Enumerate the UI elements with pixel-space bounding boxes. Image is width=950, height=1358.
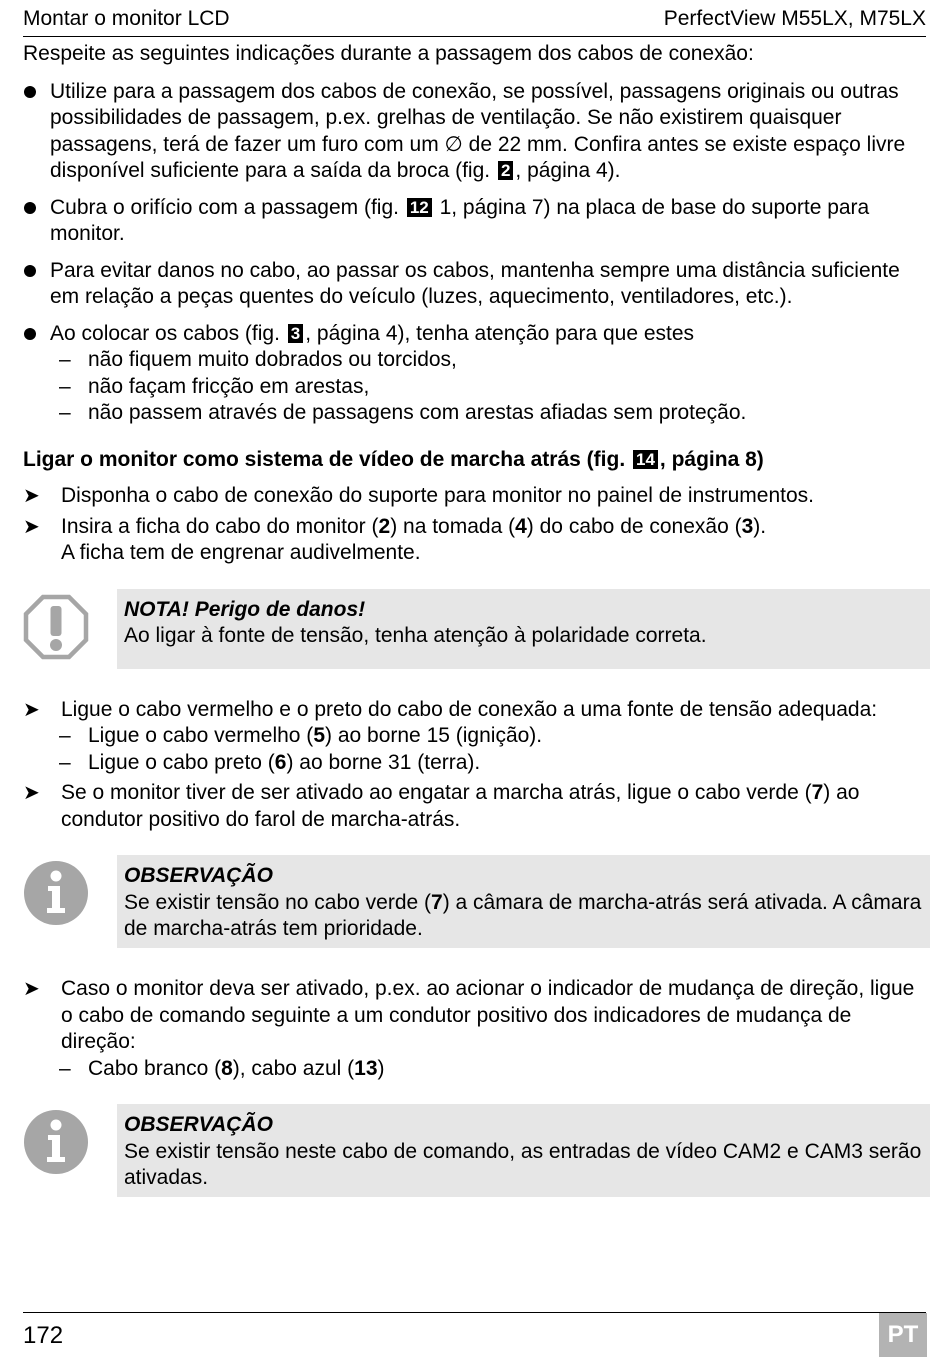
bullet-item: Para evitar danos no cabo, ao passar os cabos, mantenha sempre uma distância suficiente em relação a peças quentes do veículo (luzes, aquecimento, ventiladores, etc.). [23, 258, 928, 311]
info-circle-icon [23, 1109, 89, 1175]
header-chapter: Montar o monitor LCD [23, 7, 230, 30]
figure-ref: 14 [633, 450, 658, 469]
bullet-dot-icon [24, 265, 36, 277]
figure-ref: 12 [407, 198, 432, 217]
step-item: ➤ Caso o monitor deva ser ativado, p.ex. ao acionar o indicador de mudança de direção, ligue o cabo de comando seguinte a um condutor positivo dos indicadores de mudança de direção: – Cabo branco (8), cabo azul (13) [23, 976, 928, 1082]
note-box [117, 1104, 930, 1197]
bullet-dot-icon [24, 202, 36, 214]
note-box [117, 589, 930, 669]
bullet-item: Cubra o orifício com a passagem (fig. 12 1, página 7) na placa de base do suporte para monitor. [23, 195, 928, 248]
note-title: NOTA! Perigo de danos! [124, 597, 366, 621]
exclamation-octagon-icon [23, 594, 89, 660]
step-arrow-icon: ➤ [23, 782, 40, 804]
sub-item: – não façam fricção em arestas, [59, 374, 370, 398]
bullet-item: Utilize para a passagem dos cabos de conexão, se possível, passagens originais ou outras possibilidades de passagem, p.ex. grelhas de ventilação. Se não existirem quaisquer passagens, terá de fazer um furo com um ∅ de 22 mm. Confira antes se existe espaço livre disponível suficiente para a saída da broca (fig. 2 , página 4). [23, 79, 928, 185]
sub-item: – não passem através de passagens com arestas afiadas sem proteção. [59, 401, 747, 424]
sub-item: – Cabo branco (8), cabo azul (13) [59, 1056, 385, 1080]
section-heading: Ligar o monitor como sistema de vídeo de marcha atrás (fig. 14 , página 8) [23, 447, 764, 471]
page-header [23, 6, 926, 37]
step-item: ➤ Se o monitor tiver de ser ativado ao engatar a marcha atrás, ligue o cabo verde (7) ao condutor positivo do farol de marcha-atrás. [23, 781, 860, 831]
note-title: OBSERVAÇÃO [124, 1113, 273, 1136]
figure-ref: 3 [288, 324, 303, 343]
info-note [23, 1104, 928, 1197]
warning-note [23, 589, 928, 669]
sub-item: – não fiquem muito dobrados ou torcidos, [59, 348, 457, 371]
note-text: Ao ligar à fonte de tensão, tenha atenção à polaridade correta. [124, 624, 707, 647]
info-circle-icon [23, 860, 89, 926]
step-item: ➤ Ligue o cabo vermelho e o preto do cabo de conexão a uma fonte de tensão adequada: – Ligue o cabo vermelho (5) ao borne 15 (ignição). – Ligue o cabo preto (6) ao borne 31 (terra). [23, 697, 928, 777]
note-text: Se existir tensão neste cabo de comando, as entradas de vídeo CAM2 e CAM3 serão ativadas. [124, 1139, 922, 1189]
language-badge: PT [879, 1313, 927, 1357]
main-content [23, 41, 928, 1225]
bullet-dot-icon [24, 328, 36, 340]
step-arrow-icon: ➤ [23, 978, 40, 1000]
bullet-item: Ao colocar os cabos (fig. 3 , página 4), tenha atenção para que estes – não fiquem muito dobrados ou torcidos, – não façam fricção em arestas, – não passem através de passagens com arestas afiadas sem proteção. [23, 321, 928, 427]
note-title: OBSERVAÇÃO [124, 864, 273, 887]
footer-divider [23, 1312, 926, 1313]
sub-item: – Ligue o cabo vermelho (5) ao borne 15 (ignição). [59, 724, 543, 747]
step-arrow-icon: ➤ [23, 485, 40, 507]
page-number: 172 [23, 1322, 64, 1349]
header-product: PerfectView M55LX, M75LX [663, 7, 926, 30]
note-text: Se existir tensão no cabo verde (7) a câmara de marcha-atrás será ativada. A câmara de marcha-atrás tem prioridade. [124, 890, 922, 940]
note-box [117, 855, 930, 948]
sub-item: – Ligue o cabo preto (6) ao borne 31 (terra). [59, 750, 481, 774]
step-arrow-icon: ➤ [23, 515, 40, 538]
info-note [23, 855, 928, 948]
step-arrow-icon: ➤ [23, 698, 40, 721]
intro-text: Respeite as seguintes indicações durante a passagem dos cabos de conexão: [23, 42, 754, 65]
step-item: ➤ Insira a ficha do cabo do monitor (2) na tomada (4) do cabo de conexão (3). A ficha tem de engrenar audivelmente. [23, 514, 767, 564]
step-item: ➤ Disponha o cabo de conexão do suporte para monitor no painel de instrumentos. [23, 483, 928, 510]
bullet-dot-icon [24, 86, 36, 98]
figure-ref: 2 [498, 161, 513, 180]
